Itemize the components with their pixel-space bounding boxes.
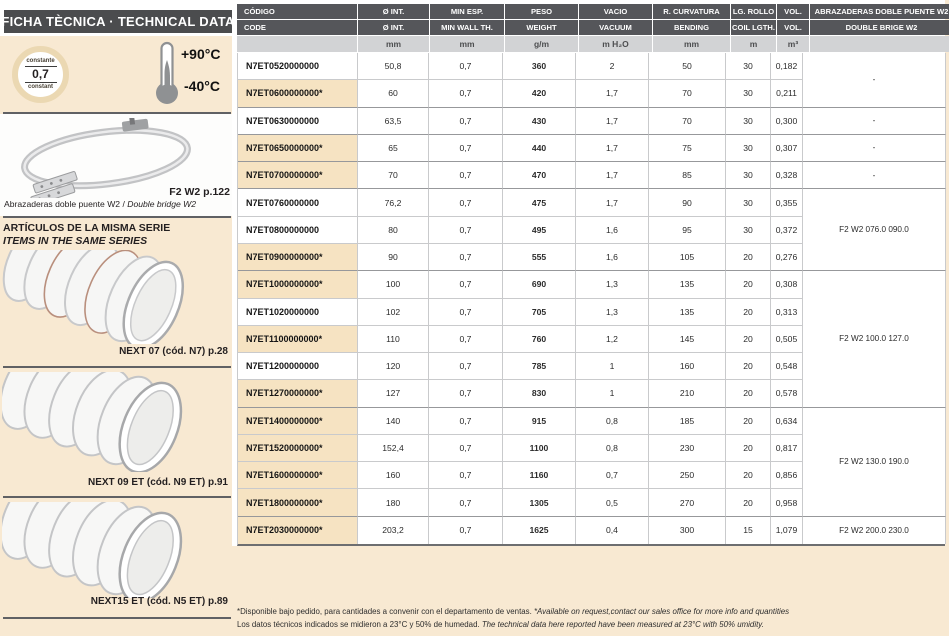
column-unit: m <box>731 36 776 52</box>
series-item-next15et: NEXT15 ET (cód. N5 ET) p.89 <box>90 596 228 607</box>
row-value: 0,856 <box>771 462 803 489</box>
clamp-group-cell: F2 W2 100.0 127.0 <box>803 271 946 407</box>
hose-image-next07 <box>2 250 212 344</box>
footnote-1-en: *Available on request,contact our sales office for more info and quantities <box>533 607 790 616</box>
column-header: MIN ESP. <box>430 4 504 19</box>
row-value: 0,7 <box>429 462 503 489</box>
clamp-group-cell: - <box>803 53 946 108</box>
column-header: VOL. <box>777 20 809 35</box>
row-value: 785 <box>503 353 576 380</box>
column-unit: m³ <box>777 36 809 52</box>
divider <box>3 216 231 218</box>
row-value: 0,313 <box>771 299 803 326</box>
row-value: 420 <box>503 80 576 107</box>
row-value: 100 <box>358 271 429 298</box>
row-value: 1,3 <box>576 299 649 326</box>
row-value: 0,7 <box>429 80 503 107</box>
table-header <box>237 4 949 53</box>
row-code: N7ET1600000000* <box>238 462 358 489</box>
column-unit: mm <box>430 36 504 52</box>
row-value: 0,817 <box>771 435 803 462</box>
row-value: 1,2 <box>576 326 649 353</box>
row-value: 50,8 <box>358 53 429 80</box>
series-heading-en: ITEMS IN THE SAME SERIES <box>3 234 148 247</box>
divider <box>3 366 231 368</box>
row-value: 70 <box>649 108 726 135</box>
series-item-next09et: NEXT 09 ET (cód. N9 ET) p.91 <box>87 477 228 488</box>
row-value: 180 <box>358 489 429 516</box>
row-value: 0,182 <box>771 53 803 80</box>
badge-rule <box>25 82 57 83</box>
row-value: 1,7 <box>576 135 649 162</box>
row-value: 210 <box>649 380 726 407</box>
row-value: 1305 <box>503 489 576 516</box>
row-value: 270 <box>649 489 726 516</box>
clamp-reference: F2 W2 p.122 <box>169 186 230 198</box>
row-value: 160 <box>358 462 429 489</box>
row-value: 0,372 <box>771 217 803 244</box>
row-value: 0,7 <box>429 435 503 462</box>
column-header: VACIO <box>579 4 652 19</box>
row-value: 30 <box>726 162 771 189</box>
row-value: 0,7 <box>429 217 503 244</box>
row-value: 1,7 <box>576 162 649 189</box>
row-value: 1 <box>576 353 649 380</box>
row-value: 70 <box>649 80 726 107</box>
row-value: 160 <box>649 353 726 380</box>
row-value: 470 <box>503 162 576 189</box>
row-code: N7ET2030000000* <box>238 517 358 544</box>
divider <box>3 496 231 498</box>
row-value: 0,7 <box>429 380 503 407</box>
row-code: N7ET0760000000 <box>238 189 358 216</box>
row-value: 75 <box>649 135 726 162</box>
column-header: MIN WALL TH. <box>430 20 504 35</box>
row-value: 80 <box>358 217 429 244</box>
hose-image-next09et <box>2 372 212 472</box>
row-value: 0,634 <box>771 408 803 435</box>
row-value: 1,079 <box>771 517 803 544</box>
row-value: 20 <box>726 353 771 380</box>
row-value: 0,300 <box>771 108 803 135</box>
row-value: 20 <box>726 489 771 516</box>
row-value: 0,7 <box>429 135 503 162</box>
clamp-caption <box>4 199 230 209</box>
row-value: 830 <box>503 380 576 407</box>
footnote <box>237 605 947 631</box>
row-value: 90 <box>649 189 726 216</box>
footnote-line-2 <box>237 618 947 631</box>
clamp-group-cell: F2 W2 076.0 090.0 <box>803 189 946 271</box>
row-value: 0,5 <box>576 489 649 516</box>
row-value: 60 <box>358 80 429 107</box>
row-value: 1625 <box>503 517 576 544</box>
row-value: 555 <box>503 244 576 271</box>
row-value: 30 <box>726 189 771 216</box>
row-value: 0,211 <box>771 80 803 107</box>
row-value: 705 <box>503 299 576 326</box>
row-value: 65 <box>358 135 429 162</box>
clamp-group-cell: - <box>803 108 946 135</box>
clamp-group-cell: - <box>803 162 946 189</box>
row-value: 0,7 <box>576 462 649 489</box>
row-value: 203,2 <box>358 517 429 544</box>
column-header: VACUUM <box>579 20 652 35</box>
row-value: 140 <box>358 408 429 435</box>
row-value: 1160 <box>503 462 576 489</box>
row-value: 135 <box>649 271 726 298</box>
row-value: 145 <box>649 326 726 353</box>
row-value: 0,7 <box>429 408 503 435</box>
column-header: VOL. <box>777 4 809 19</box>
column-header: PESO <box>505 4 578 19</box>
row-code: N7ET1400000000* <box>238 408 358 435</box>
row-value: 50 <box>649 53 726 80</box>
footnote-1-es: *Disponible bajo pedido, para cantidades a convenir con el departamento de ventas. <box>237 607 534 616</box>
row-code: N7ET1000000000* <box>238 271 358 298</box>
column-header: LG. ROLLO <box>731 4 776 19</box>
row-code: N7ET0600000000* <box>238 80 358 107</box>
row-value: 0,7 <box>429 489 503 516</box>
footnote-2-en: The technical data here reported have been measured at 23°C with 50% umidity. <box>481 620 764 629</box>
row-value: 30 <box>726 108 771 135</box>
row-value: 430 <box>503 108 576 135</box>
row-value: 1100 <box>503 435 576 462</box>
row-value: 0,7 <box>429 353 503 380</box>
clamp-caption-en: Double bridge W2 <box>127 199 197 209</box>
row-value: 0,548 <box>771 353 803 380</box>
row-value: 30 <box>726 135 771 162</box>
row-code: N7ET1100000000* <box>238 326 358 353</box>
row-value: 0,4 <box>576 517 649 544</box>
row-value: 1 <box>576 380 649 407</box>
row-value: 20 <box>726 271 771 298</box>
row-value: 0,307 <box>771 135 803 162</box>
row-value: 152,4 <box>358 435 429 462</box>
row-value: 915 <box>503 408 576 435</box>
row-value: 63,5 <box>358 108 429 135</box>
column-header: Ø INT. <box>358 4 429 19</box>
row-value: 0,8 <box>576 408 649 435</box>
row-value: 0,7 <box>429 271 503 298</box>
min-temperature: -40°C <box>184 78 220 94</box>
row-value: 0,276 <box>771 244 803 271</box>
footnote-line-1 <box>237 605 947 618</box>
row-code: N7ET0630000000 <box>238 108 358 135</box>
row-value: 440 <box>503 135 576 162</box>
row-code: N7ET0520000000 <box>238 53 358 80</box>
row-value: 0,7 <box>429 53 503 80</box>
row-value: 105 <box>649 244 726 271</box>
row-value: 1,3 <box>576 271 649 298</box>
row-value: 300 <box>649 517 726 544</box>
row-value: 0,8 <box>576 435 649 462</box>
series-heading <box>3 222 170 247</box>
clamp-caption-es: Abrazaderas doble puente W2 <box>4 199 121 209</box>
row-value: 0,308 <box>771 271 803 298</box>
row-value: 20 <box>726 380 771 407</box>
page-title: FICHA TÈCNICA · TECHNICAL DATA <box>4 10 232 33</box>
clamp-group-cell: - <box>803 135 946 162</box>
row-code: N7ET1800000000* <box>238 489 358 516</box>
row-value: 0,7 <box>429 244 503 271</box>
row-code: N7ET1200000000 <box>238 353 358 380</box>
row-value: 1,7 <box>576 80 649 107</box>
row-value: 110 <box>358 326 429 353</box>
row-value: 127 <box>358 380 429 407</box>
table-body <box>237 53 945 546</box>
max-temperature: +90°C <box>181 46 221 62</box>
row-value: 1,7 <box>576 108 649 135</box>
row-value: 0,328 <box>771 162 803 189</box>
row-value: 0,7 <box>429 108 503 135</box>
column-header: R. CURVATURA <box>653 4 730 19</box>
row-value: 20 <box>726 408 771 435</box>
row-value: 2 <box>576 53 649 80</box>
column-header: COIL LGTH. <box>731 20 776 35</box>
row-value: 20 <box>726 299 771 326</box>
column-unit: g/m <box>505 36 578 52</box>
row-value: 0,578 <box>771 380 803 407</box>
row-value: 135 <box>649 299 726 326</box>
row-value: 102 <box>358 299 429 326</box>
row-code: N7ET0800000000 <box>238 217 358 244</box>
row-value: 475 <box>503 189 576 216</box>
series-item-next07: NEXT 07 (cód. N7) p.28 <box>119 346 228 357</box>
row-value: 1,6 <box>576 244 649 271</box>
row-value: 360 <box>503 53 576 80</box>
column-unit <box>810 36 949 52</box>
row-value: 1,6 <box>576 217 649 244</box>
footnote-2-es: Los datos técnicos indicados se midieron a 23°C y 50% de humedad. <box>237 620 482 629</box>
clamp-group-cell: F2 W2 200.0 230.0 <box>803 517 946 544</box>
row-value: 185 <box>649 408 726 435</box>
badge-top-label: constante <box>26 58 55 64</box>
row-value: 85 <box>649 162 726 189</box>
row-value: 30 <box>726 217 771 244</box>
constant-value-badge <box>12 46 69 103</box>
row-value: 0,958 <box>771 489 803 516</box>
column-header: Ø INT. <box>358 20 429 35</box>
column-header: BENDING <box>653 20 730 35</box>
row-value: 0,7 <box>429 299 503 326</box>
column-header: CÓDIGO <box>237 4 357 19</box>
row-value: 0,7 <box>429 326 503 353</box>
row-value: 30 <box>726 53 771 80</box>
row-value: 30 <box>726 80 771 107</box>
row-value: 0,505 <box>771 326 803 353</box>
row-value: 20 <box>726 244 771 271</box>
clamp-group-cell: F2 W2 130.0 190.0 <box>803 408 946 517</box>
row-value: 15 <box>726 517 771 544</box>
row-code: N7ET1520000000* <box>238 435 358 462</box>
row-value: 1,7 <box>576 189 649 216</box>
column-header: CODE <box>237 20 357 35</box>
badge-bottom-label: constant <box>27 84 53 90</box>
column-unit: m H₂O <box>579 36 652 52</box>
column-header: ABRAZADERAS DOBLE PUENTE W2 <box>810 4 949 19</box>
row-code: N7ET0650000000* <box>238 135 358 162</box>
row-value: 495 <box>503 217 576 244</box>
row-code: N7ET0700000000* <box>238 162 358 189</box>
series-heading-es: ARTÍCULOS DE LA MISMA SERIE <box>3 222 171 234</box>
row-code: N7ET1020000000 <box>238 299 358 326</box>
column-unit <box>237 36 357 52</box>
row-value: 95 <box>649 217 726 244</box>
row-value: 20 <box>726 326 771 353</box>
row-value: 20 <box>726 462 771 489</box>
column-header: DOUBLE BRIGE W2 <box>810 20 949 35</box>
row-value: 0,355 <box>771 189 803 216</box>
row-value: 120 <box>358 353 429 380</box>
clamp-caption-sep: / <box>120 199 128 209</box>
column-unit: mm <box>653 36 730 52</box>
row-value: 690 <box>503 271 576 298</box>
row-value: 250 <box>649 462 726 489</box>
row-value: 0,7 <box>429 162 503 189</box>
row-value: 76,2 <box>358 189 429 216</box>
row-value: 760 <box>503 326 576 353</box>
badge-value: 0,7 <box>32 67 49 81</box>
row-value: 0,7 <box>429 517 503 544</box>
column-unit: mm <box>358 36 429 52</box>
row-value: 20 <box>726 435 771 462</box>
row-value: 0,7 <box>429 189 503 216</box>
row-code: N7ET0900000000* <box>238 244 358 271</box>
row-value: 230 <box>649 435 726 462</box>
divider <box>3 617 231 619</box>
row-code: N7ET1270000000* <box>238 380 358 407</box>
thermometer-icon <box>152 40 182 106</box>
column-header: WEIGHT <box>505 20 578 35</box>
hose-image-next15et <box>2 502 212 598</box>
row-value: 70 <box>358 162 429 189</box>
row-value: 90 <box>358 244 429 271</box>
